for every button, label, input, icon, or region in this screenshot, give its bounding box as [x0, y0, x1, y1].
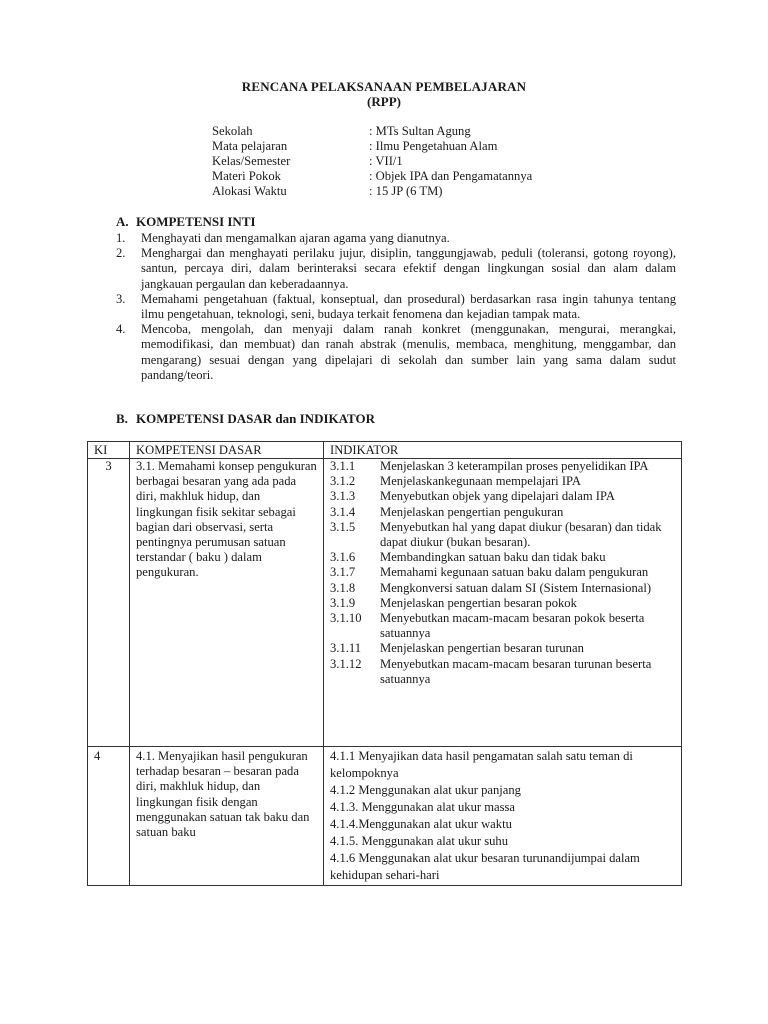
- indicator-item: [330, 641, 675, 656]
- header-kd: KOMPETENSI DASAR: [130, 442, 324, 459]
- indicator-item: 4.1.2 Menggunakan alat ukur panjang: [330, 783, 521, 797]
- list-item: [116, 231, 676, 246]
- document-subtitle: (RPP): [367, 94, 401, 109]
- indicator-number: 3.1.12: [330, 656, 362, 671]
- indicator-text: Menjelaskan pengertian besaran turunan: [380, 641, 584, 656]
- meta-row-time: [212, 184, 632, 199]
- section-a-heading: [116, 214, 256, 229]
- indicator-number: 3.1.3: [330, 489, 356, 504]
- list-item: [116, 322, 676, 383]
- meta-label: Kelas/Semester: [212, 154, 291, 168]
- list-text: Menghargai dan menghayati perilaku jujur, disiplin, tanggungjawab, peduli (toleransi, gotong royong), santun, percaya diri, dalam berinteraksi secara efektif dengan lingkungan sosial dan alam dalam jangkauan pergaulan dan keberadaannya.: [141, 246, 676, 291]
- meta-row-class: [212, 154, 632, 169]
- meta-label: Sekolah: [212, 124, 253, 138]
- indicator-item: [330, 565, 675, 580]
- meta-label: Materi Pokok: [212, 169, 281, 183]
- list-text: Menghayati dan mengamalkan ajaran agama yang dianutnya.: [141, 231, 450, 245]
- ki-cell: 3: [88, 459, 130, 747]
- header-indicator: INDIKATOR: [324, 442, 682, 459]
- list-number: 2.: [116, 246, 126, 261]
- meta-row-topic: [212, 169, 632, 184]
- table-row: [88, 747, 682, 886]
- section-b-heading: [116, 411, 375, 426]
- header-ki: KI: [88, 442, 130, 459]
- indicator-text: Menjelaskan pengertian pengukuran: [380, 504, 564, 519]
- kd-indicator-table: [87, 441, 682, 886]
- indicator-text: Menjelaskan 3 keterampilan proses penyelidikan IPA: [380, 459, 649, 473]
- indicator-item: [330, 596, 675, 611]
- meta-value: : Ilmu Pengetahuan Alam: [369, 139, 498, 153]
- ki-cell: 4: [88, 747, 130, 886]
- indicator-text: Menyebutkan hal yang dapat diukur (besaran) dan tidak dapat diukur (bukan besaran).: [380, 519, 662, 550]
- indicator-text: Menyebutkan macam-macam besaran turunan beserta satuannya: [380, 656, 652, 686]
- indicator-item: 4.1.5. Menggunakan alat ukur suhu: [330, 834, 509, 848]
- list-number: 4.: [116, 322, 126, 337]
- indicator-item: [330, 550, 675, 565]
- indicator-item: [330, 459, 675, 474]
- meta-value: : 15 JP (6 TM): [369, 184, 443, 198]
- section-title: KOMPETENSI INTI: [136, 214, 256, 229]
- section-letter: A.: [116, 214, 129, 229]
- list-number: 3.: [116, 291, 126, 306]
- indicator-cell: [324, 747, 682, 886]
- indicator-item: [330, 505, 675, 520]
- section-title: KOMPETENSI DASAR dan INDIKATOR: [136, 411, 375, 426]
- meta-row-subject: [212, 139, 632, 154]
- indicator-item: [330, 489, 675, 504]
- meta-value: : MTs Sultan Agung: [369, 124, 471, 138]
- indicator-text: Membandingkan satuan baku dan tidak baku: [380, 550, 606, 565]
- indicator-number: 3.1.5: [330, 519, 356, 534]
- indicator-text: Menyebutkan macam-macam besaran pokok beserta satuannya: [380, 611, 645, 641]
- kd-cell: 3.1. Memahami konsep pengukuran berbagai besaran yang ada pada diri, makhluk hidup, dan lingkungan fisik sekitar sebagai bagian dari observasi, serta pentingnya perumusan satuan terstandar ( baku ) dalam pengukuran.: [130, 459, 324, 747]
- meta-label: Alokasi Waktu: [212, 184, 287, 198]
- indicator-item: [330, 657, 675, 687]
- indicator-cell: [324, 459, 682, 747]
- meta-value: : VII/1: [369, 154, 403, 168]
- indicator-text: Mengkonversi satuan dalam SI (Sistem Internasional): [380, 580, 652, 595]
- kd-cell: 4.1. Menyajikan hasil pengukuran terhadap besaran – besaran pada diri, makhluk hidup, dan lingkungan fisik dengan menggunakan satuan tak baku dan satuan baku: [130, 747, 324, 886]
- indicator-text: Menjelaskan pengertian besaran pokok: [380, 595, 577, 610]
- indicator-number: 3.1.11: [330, 641, 362, 656]
- list-text: Memahami pengetahuan (faktual, konseptual, dan prosedural) berdasarkan rasa ingin tahunya tentang ilmu pengetahuan, teknologi, seni, budaya terkait fenomena dan kejadian tampak mata.: [141, 291, 676, 322]
- indicator-number: 3.1.7: [330, 565, 356, 580]
- indicator-number: 3.1.10: [330, 611, 362, 626]
- indicator-item: 4.1.1 Menyajikan data hasil pengamatan salah satu teman di kelompoknya: [330, 749, 633, 780]
- list-item: [116, 292, 676, 322]
- meta-label: Mata pelajaran: [212, 139, 288, 153]
- indicator-number: 3.1.6: [330, 550, 356, 565]
- table-row: [88, 459, 682, 747]
- indicator-item: 4.1.6 Menggunakan alat ukur besaran turunandijumpai dalam kehidupan sehari-hari: [330, 851, 640, 882]
- table-header-row: [88, 442, 682, 459]
- meta-value: : Objek IPA dan Pengamatannya: [369, 169, 533, 183]
- indicator-number: 3.1.8: [330, 580, 356, 595]
- document-title: RENCANA PELAKSANAAN PEMBELAJARAN: [241, 79, 527, 94]
- indicator-item: [330, 611, 675, 641]
- indicator-number: 3.1.1: [330, 459, 356, 473]
- indicator-item: [330, 474, 675, 489]
- indicator-number: 3.1.4: [330, 504, 356, 519]
- list-item: [116, 246, 676, 292]
- indicator-text: Memahami kegunaan satuan baku dalam pengukuran: [380, 565, 649, 580]
- section-letter: B.: [116, 411, 128, 426]
- indicator-item: 4.1.3. Menggunakan alat ukur massa: [330, 800, 516, 814]
- indicator-text: Menjelaskankegunaan mempelajari IPA: [380, 474, 581, 489]
- indicator-number: 3.1.2: [330, 474, 356, 489]
- list-number: 1.: [116, 231, 126, 245]
- indicator-number: 3.1.9: [330, 595, 356, 610]
- indicator-item: 4.1.4.Menggunakan alat ukur waktu: [330, 817, 512, 831]
- indicator-item: [330, 520, 675, 550]
- indicator-text: Menyebutkan objek yang dipelajari dalam IPA: [380, 489, 615, 504]
- indicator-item: [330, 581, 675, 596]
- ki-list: [116, 231, 676, 383]
- list-text: Mencoba, mengolah, dan menyaji dalam ranah konkret (menggunakan, mengurai, merangkai, memodifikasi, dan membuat) dan ranah abstrak (menulis, membaca, menghitung, menggambar, dan mengarang) sesuai dengan yang dipelajari di sekolah dan sumber lain yang sama dalam sudut pandang/teori.: [141, 322, 676, 382]
- identity-block: [212, 124, 632, 199]
- meta-row-school: [212, 124, 632, 139]
